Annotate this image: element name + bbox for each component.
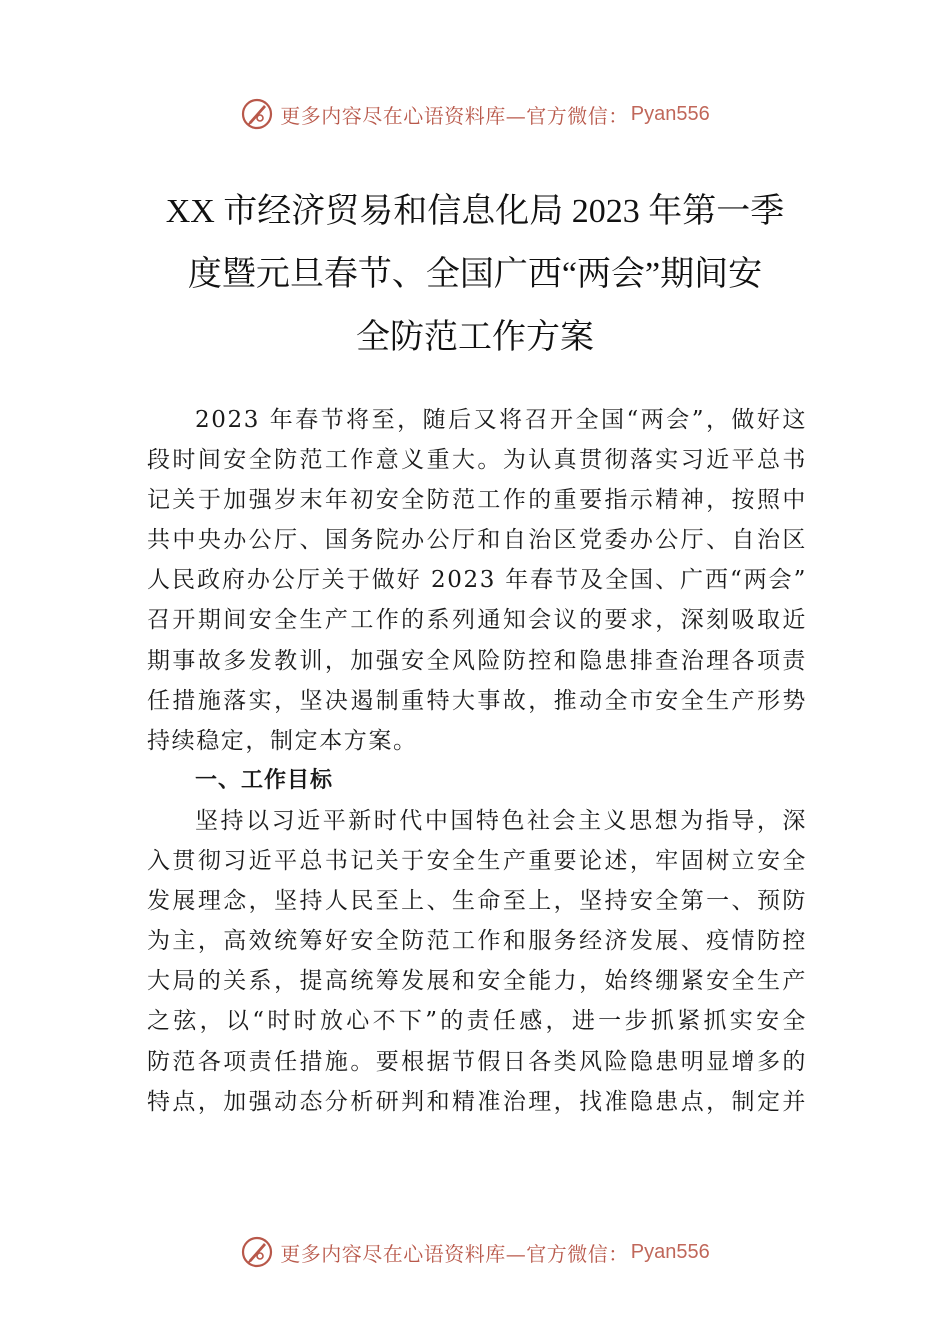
document-body: [147, 400, 807, 1122]
intro-line: 期事故多发教训，加强安全风险防控和隐患排查治理各项责: [147, 647, 807, 674]
document-title: [120, 180, 830, 369]
section-line: 防范各项责任措施。要根据节假日各类风险隐患明显增多的: [147, 1048, 807, 1075]
watermark-banner-top: [0, 94, 950, 134]
quill-seal-icon: [240, 1235, 274, 1269]
section-heading: 一、工作目标: [195, 767, 334, 793]
section-line: 之弦，以“时时放心不下”的责任感，进一步抓紧抓实安全: [147, 1008, 807, 1035]
section-line: 发展理念，坚持人民至上、生命至上，坚持安全第一、预防: [147, 888, 807, 915]
watermark-text: 更多内容尽在心语资料库—官方微信：: [280, 1241, 629, 1266]
section-line: 入贯彻习近平总书记关于安全生产重要论述，牢固树立安全: [147, 848, 807, 875]
intro-line: 召开期间安全生产工作的系列通知会议的要求，深刻吸取近: [147, 607, 807, 634]
watermark-text: 更多内容尽在心语资料库—官方微信：: [280, 103, 629, 128]
watermark-id: Pyan556: [630, 1240, 710, 1263]
intro-line: 人民政府办公厅关于做好 2023 年春节及全国、广西“两会”: [147, 567, 807, 594]
intro-line: 2023 年春节将至，随后又将召开全国“两会”，做好这: [195, 407, 807, 433]
watermark-id: Pyan556: [630, 102, 710, 125]
title-line: 全防范工作方案: [356, 319, 594, 356]
section-line: 为主，高效统筹好安全防范工作和服务经济发展、疫情防控: [147, 928, 807, 955]
section-line: 特点，加强动态分析研判和精准治理，找准隐患点，制定并: [147, 1088, 807, 1115]
intro-line: 任措施落实，坚决遏制重特大事故，推动全市安全生产形势: [147, 687, 807, 714]
section-line: 坚持以习近平新时代中国特色社会主义思想为指导，深: [195, 807, 807, 834]
intro-line: 记关于加强岁末年初安全防范工作的重要指示精神，按照中: [147, 487, 807, 514]
section-line: 大局的关系，提高统筹发展和安全能力，始终绷紧安全生产: [147, 968, 807, 995]
quill-seal-icon: [240, 97, 274, 131]
intro-line: 段时间安全防范工作意义重大。为认真贯彻落实习近平总书: [147, 447, 807, 474]
title-line: 度暨元旦春节、全国广西“两会”期间安: [187, 256, 763, 293]
intro-line: 共中央办公厅、国务院办公厅和自治区党委办公厅、自治区: [147, 527, 807, 554]
intro-line: 持续稳定，制定本方案。: [147, 727, 418, 754]
title-line: XX 市经济贸易和信息化局 2023 年第一季: [165, 193, 785, 230]
watermark-banner-bottom: [0, 1232, 950, 1272]
